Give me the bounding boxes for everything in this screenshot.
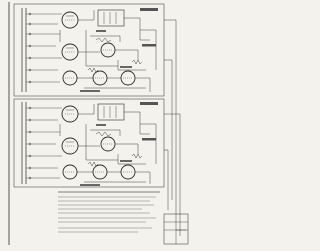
channel-1-tube-v2 bbox=[62, 44, 78, 60]
channel-2-tube-v1 bbox=[62, 106, 78, 122]
channel-1-tube-v1 bbox=[62, 12, 78, 28]
notes-block bbox=[58, 192, 160, 232]
channel-2-tube-v3 bbox=[63, 165, 77, 179]
channel-2-tube-v2 bbox=[62, 138, 78, 154]
channel-1-circuit bbox=[14, 4, 164, 96]
channel-1-input-terminals bbox=[26, 13, 62, 83]
channel-1-wiring bbox=[60, 10, 156, 92]
channel-2-circuit bbox=[14, 99, 164, 187]
right-side-cabling bbox=[164, 20, 186, 236]
channel-1-connector-strip bbox=[22, 8, 26, 92]
channel-1-transformer bbox=[98, 10, 124, 26]
channel-2-tube-v4 bbox=[101, 137, 115, 151]
channel-1-tube-v3 bbox=[63, 71, 77, 85]
channel-2-frame bbox=[14, 99, 164, 187]
channel-1-tube-v5 bbox=[93, 71, 107, 85]
channel-1-tube-v4 bbox=[101, 43, 115, 57]
channel-1-tube-v6 bbox=[121, 71, 135, 85]
channel-2-input-terminals bbox=[26, 107, 62, 179]
channel-2-tube-v6 bbox=[121, 165, 135, 179]
channel-2-transformer bbox=[98, 104, 124, 120]
channel-2-tube-v5 bbox=[93, 165, 107, 179]
channel-2-connector-strip bbox=[22, 102, 26, 184]
